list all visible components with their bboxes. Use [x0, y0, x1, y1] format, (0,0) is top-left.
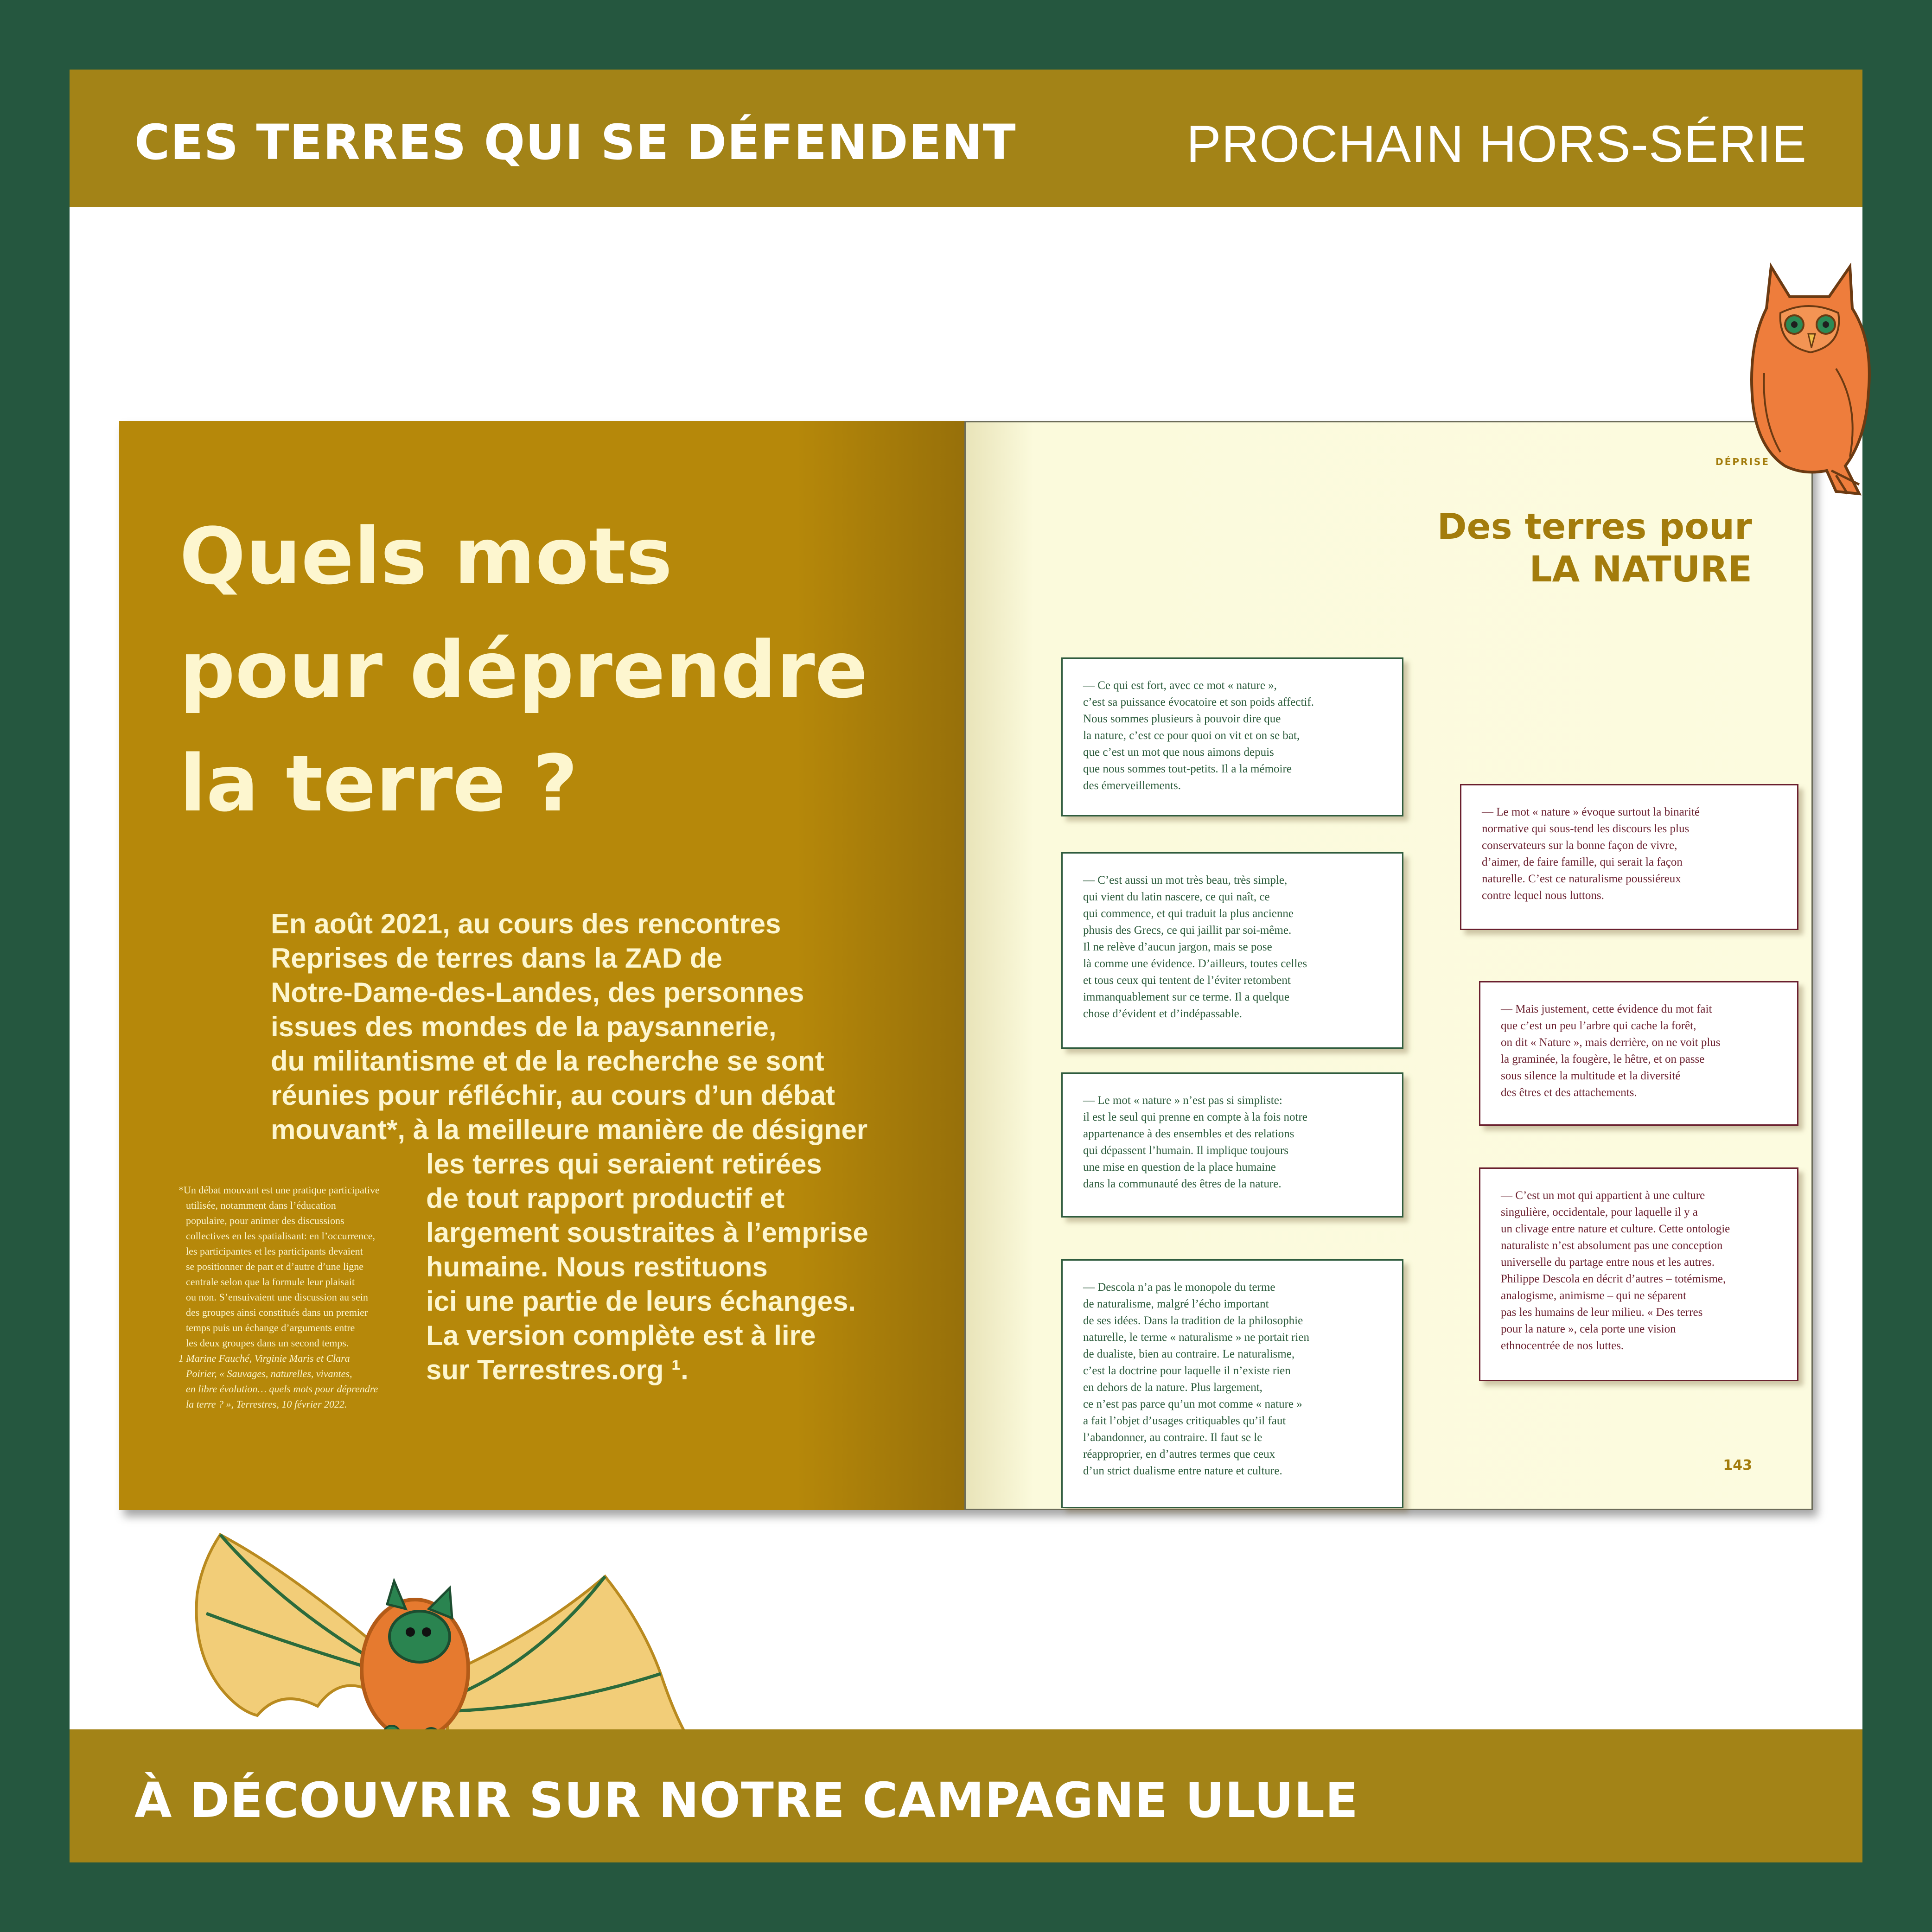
quote-line: on dit « Nature », mais derrière, on ne voit plus: [1501, 1036, 1721, 1049]
intro-line: de tout rapport productif et: [426, 1183, 785, 1214]
quote-line: sous silence la multitude et la diversité: [1501, 1070, 1681, 1082]
intro-line: humaine. Nous restituons: [426, 1251, 768, 1282]
headline-line: la terre ?: [179, 738, 578, 829]
footnote-line: des groupes ainsi constitués dans un premier: [186, 1307, 368, 1318]
footnote-line: temps puis un échange d’arguments entre: [186, 1322, 355, 1333]
quote-line: — Descola n’a pas le monopole du terme: [1083, 1281, 1275, 1294]
page-title-line: LA NATURE: [1529, 549, 1752, 590]
footnotes: [179, 1182, 420, 1412]
quote-card: [1061, 1072, 1403, 1218]
footnote-line: se positionner de part et d’autre d’une ligne: [186, 1261, 364, 1272]
quote-line: qui dépassent l’humain. Il implique toujours: [1083, 1144, 1288, 1157]
footnote-line: centrale selon que la formule leur plaisait: [186, 1276, 355, 1288]
quote-line: de ses idées. Dans la tradition de la philosophie: [1083, 1314, 1303, 1327]
intro-line: La version complète est à lire: [426, 1320, 816, 1351]
quote-line: que c’est un peu l’arbre qui cache la forêt,: [1501, 1020, 1696, 1032]
footnote-line: la terre ? », Terrestres, 10 février 2022.: [186, 1398, 347, 1410]
quote-line: qui vient du latin nascere, ce qui naît, ce: [1083, 891, 1270, 903]
headline-line: Quels mots: [179, 511, 673, 602]
quote-card: [1061, 657, 1403, 816]
quote-line: normative qui sous-tend les discours les plus: [1482, 823, 1690, 835]
quote-line: universelle du partage entre nous et les autres.: [1501, 1256, 1715, 1269]
quote-line: analogisme, animisme – qui ne séparent: [1501, 1289, 1686, 1302]
quote-line: — Mais justement, cette évidence du mot fait: [1501, 1003, 1712, 1015]
quote-line: il est le seul qui prenne en compte à la fois notre: [1083, 1111, 1307, 1123]
intro-line: réunies pour réfléchir, au cours d’un débat: [271, 1080, 835, 1111]
quote-line: de dualiste, bien au contraire. Le naturalisme,: [1083, 1348, 1295, 1360]
quote-line: c’est la doctrine pour laquelle il n’existe rien: [1083, 1365, 1291, 1377]
footnote-line: 1 Marine Fauché, Virginie Maris et Clara: [179, 1352, 350, 1364]
quote-line: et tous ceux qui tentent de l’éviter retombent: [1083, 974, 1291, 987]
quote-card: [1479, 981, 1798, 1126]
quote-line: la graminée, la fougère, le hêtre, et on passe: [1501, 1053, 1705, 1065]
footnote-line: les deux groupes dans un second temps.: [186, 1337, 349, 1349]
page-number: 143: [1723, 1457, 1752, 1473]
quote-line: que c’est un mot que nous aimons depuis: [1083, 746, 1274, 759]
intro-line: largement soustraites à l’emprise: [426, 1217, 868, 1248]
page-title-line: Des terres pour: [1437, 506, 1752, 548]
quote-card: [1061, 1259, 1403, 1508]
quote-line: — Le mot « nature » n’est pas si simpliste:: [1083, 1094, 1282, 1107]
quote-line: des êtres et des attachements.: [1501, 1086, 1637, 1099]
top-banner: [70, 70, 1862, 207]
quote-line: Il ne relève d’aucun jargon, mais se pose: [1083, 941, 1272, 953]
quote-line: en dehors de la nature. Plus largement,: [1083, 1381, 1262, 1394]
intro-line: issues des mondes de la paysannerie,: [271, 1011, 777, 1042]
footnote-line: collectives en les spatialisant: en l’occurrence,: [186, 1230, 376, 1242]
quote-line: contre lequel nous luttons.: [1482, 889, 1604, 902]
quote-line: Philippe Descola en décrit d’autres – totémisme,: [1501, 1273, 1726, 1285]
poster-frame: [70, 70, 1862, 1862]
quote-line: c’est sa puissance évocatoire et son poids affectif.: [1083, 696, 1314, 708]
quote-line: — Ce qui est fort, avec ce mot « nature »,: [1083, 679, 1277, 692]
quote-line: Nous sommes plusieurs à pouvoir dire que: [1083, 713, 1281, 725]
quote-line: — Le mot « nature » évoque surtout la binarité: [1482, 806, 1700, 818]
footnote-line: en libre évolution… quels mots pour déprendre: [186, 1383, 378, 1395]
intro-line: Reprises de terres dans la ZAD de: [271, 943, 722, 974]
quote-line: la nature, c’est ce pour quoi on vit et on se bat,: [1083, 729, 1300, 742]
page-title: [1437, 506, 1752, 591]
quote-line: là comme une évidence. D’ailleurs, toutes celles: [1083, 957, 1307, 970]
intro-line: du militantisme et de la recherche se sont: [271, 1046, 824, 1077]
quote-line: qui commence, et qui traduit la plus ancienne: [1083, 907, 1294, 920]
article-headline: [179, 500, 944, 841]
intro-paragraph-continued: [426, 1147, 936, 1387]
issue-type: PROCHAIN HORS-SÉRIE: [1186, 115, 1807, 173]
campaign-call-to-action: À DÉCOUVRIR SUR NOTRE CAMPAGNE ULULE: [134, 1772, 1359, 1829]
intro-line: ici une partie de leurs échanges.: [426, 1286, 856, 1317]
footnote-line: *Un débat mouvant est une pratique participative: [179, 1184, 380, 1196]
quote-line: une mise en question de la place humaine: [1083, 1161, 1276, 1173]
quote-line: que nous sommes tout-petits. Il a la mémoire: [1083, 763, 1292, 775]
quote-line: d’un strict dualisme entre nature et culture.: [1083, 1465, 1282, 1477]
footnote-line: les participantes et les participants devaient: [186, 1245, 363, 1257]
quote-line: ce n’est pas parce qu’un mot comme « nature »: [1083, 1398, 1302, 1410]
quote-line: d’aimer, de faire famille, qui serait la façon: [1482, 856, 1683, 868]
intro-line: sur Terrestres.org ¹.: [426, 1354, 689, 1385]
intro-line: les terres qui seraient retirées: [426, 1148, 822, 1180]
intro-paragraph: [271, 907, 948, 1147]
quote-line: naturaliste n’est absolument pas une conception: [1501, 1239, 1723, 1252]
owl-icon: [1720, 253, 1896, 512]
issue-title: CES TERRES QUI SE DÉFENDENT: [134, 114, 1016, 171]
intro-line: mouvant*, à la meilleure manière de désigner: [271, 1114, 868, 1145]
quote-line: des émerveillements.: [1083, 779, 1181, 792]
quote-line: de naturalisme, malgré l’écho important: [1083, 1298, 1269, 1310]
headline-line: pour déprendre: [179, 625, 868, 715]
quote-line: pas les humains de leur milieu. « Des terres: [1501, 1306, 1703, 1319]
quote-line: appartenance à des ensembles et des relations: [1083, 1128, 1294, 1140]
quote-line: singulière, occidentale, pour laquelle il y a: [1501, 1206, 1698, 1218]
quote-line: un clivage entre nature et culture. Cette ontologie: [1501, 1223, 1730, 1235]
quote-line: — C’est aussi un mot très beau, très simple,: [1083, 874, 1288, 886]
intro-line: Notre-Dame-des-Landes, des personnes: [271, 977, 804, 1008]
quote-card: [1479, 1167, 1798, 1381]
quote-line: dans la communauté des êtres de la nature.: [1083, 1178, 1282, 1190]
footnote-line: utilisée, notamment dans l’éducation: [186, 1199, 336, 1211]
footnote-line: populaire, pour animer des discussions: [186, 1215, 344, 1226]
quote-line: réapproprier, en d’autres termes que ceux: [1083, 1448, 1275, 1460]
quote-line: phusis des Grecs, ce qui jaillit par soi-même.: [1083, 924, 1292, 937]
section-label: DÉPRISE: [1715, 456, 1770, 467]
footnote-line: Poirier, « Sauvages, naturelles, vivantes,: [186, 1368, 352, 1379]
quote-line: naturelle. C’est ce naturalisme poussiéreux: [1482, 873, 1681, 885]
quote-line: conservateurs sur la bonne façon de vivre,: [1482, 839, 1677, 852]
quote-line: chose d’évident et d’indépassable.: [1083, 1007, 1242, 1020]
intro-line: En août 2021, au cours des rencontres: [271, 908, 781, 939]
left-page: [119, 421, 964, 1510]
quote-card: [1460, 784, 1798, 930]
bottom-banner: [70, 1729, 1862, 1862]
quote-line: pour la nature », cela porte une vision: [1501, 1323, 1676, 1335]
quote-card: [1061, 852, 1403, 1049]
footnote-line: ou non. S’ensuivaient une discussion au sein: [186, 1291, 368, 1303]
quote-line: a fait l’objet d’usages critiquables qu’il faut: [1083, 1415, 1286, 1427]
quote-line: naturelle, le terme « naturalisme » ne portait rien: [1083, 1331, 1310, 1344]
quote-line: ethnocentrée de nos luttes.: [1501, 1339, 1624, 1352]
quote-line: immanquablement sur ce terme. Il a quelque: [1083, 991, 1289, 1003]
quote-line: l’abandonner, au contraire. Il faut se le: [1083, 1431, 1262, 1444]
quote-line: — C’est un mot qui appartient à une culture: [1501, 1189, 1705, 1202]
